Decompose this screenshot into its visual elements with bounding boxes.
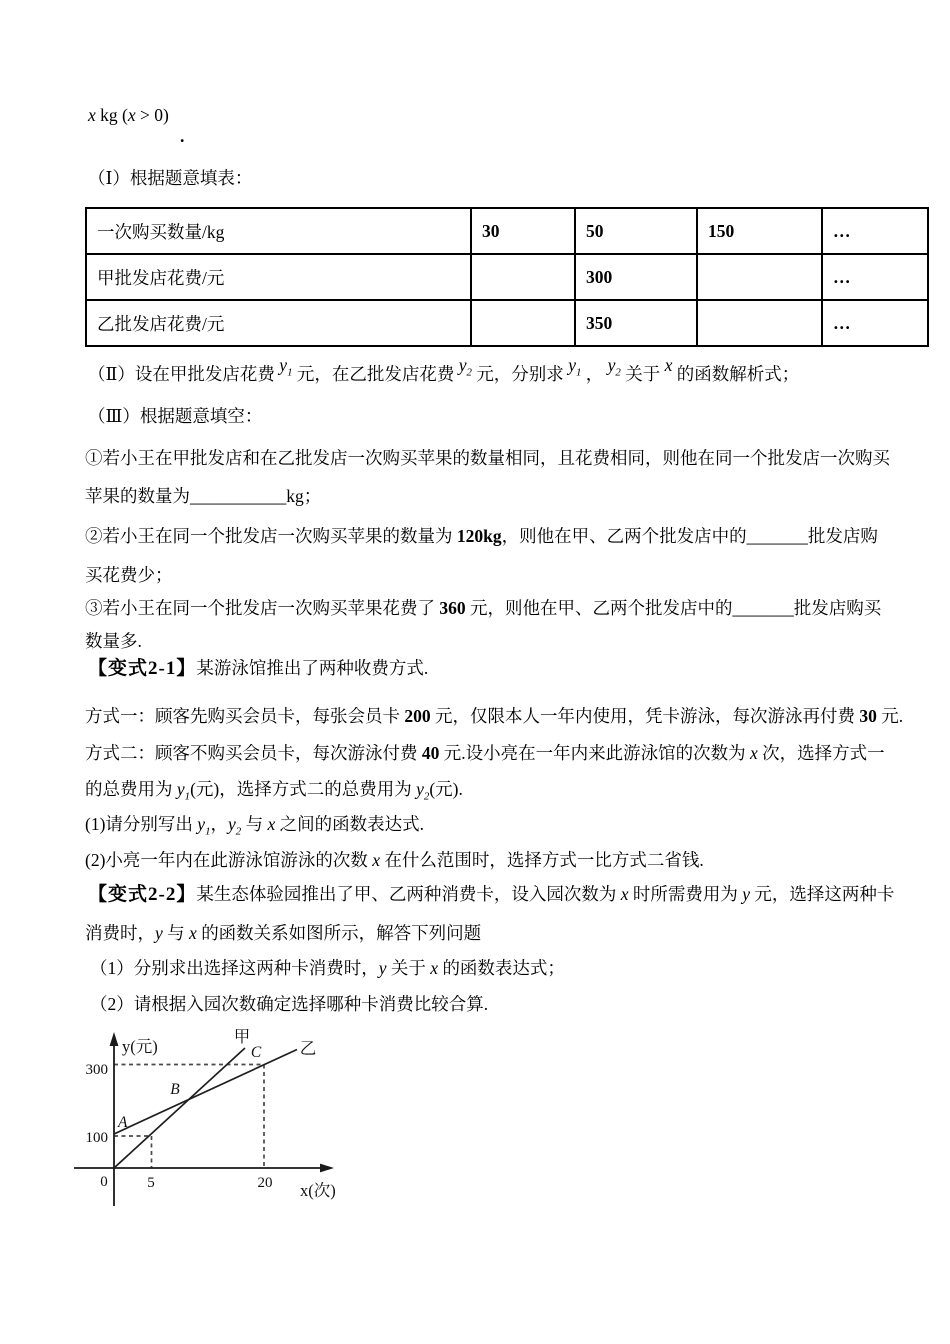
table-row	[86, 254, 928, 300]
variant-2-2-intro-line-1: 某生态体验园推出了甲、乙两种消费卡，设入园次数为 x 时所需费用为 y 元，选择这两种卡	[196, 884, 895, 904]
cell-qty-50: 50	[575, 208, 697, 254]
variant-2-1-question-2: (2)小亮一年内在此游泳馆游泳的次数 x 在什么范围时，选择方式一比方式二省钱.	[85, 850, 704, 870]
trailing-period: .	[180, 126, 185, 146]
line-yi	[114, 1050, 297, 1135]
cell-yi-ellipsis: …	[822, 300, 928, 346]
method-two-continued-line: 的总费用为 $y_1$(元)，选择方式二的总费用为 $y_2$(元).	[85, 779, 463, 803]
row-header-shop-yi: 乙批发店花费/元	[86, 300, 471, 346]
blank-item-2-line-2: 买花费少；	[85, 565, 173, 585]
variant-2-2-question-2: （2）请根据入园次数确定选择哪种卡消费比较合算.	[90, 994, 489, 1014]
blank-item-2-line-1: ②若小王在同一个批发店一次购买苹果的数量为 120kg，则他在甲、乙两个批发店中的_______批发店购	[85, 526, 878, 546]
function-graph-figure	[62, 1024, 362, 1219]
cell-yi-blank-2	[697, 300, 822, 346]
cell-qty-150: 150	[697, 208, 822, 254]
variant-2-1-tag: 【变式2-1】	[88, 658, 197, 679]
blank-item-3-line-2: 数量多.	[85, 631, 142, 651]
variant-2-1-heading	[88, 656, 428, 681]
origin-label: 0	[100, 1174, 108, 1190]
cell-jia-ellipsis: …	[822, 254, 928, 300]
cell-jia-blank-2	[697, 254, 822, 300]
cell-qty-30: 30	[471, 208, 575, 254]
point-label-b: B	[170, 1081, 180, 1098]
y-tick-300: 300	[85, 1062, 108, 1078]
cell-yi-blank-1	[471, 300, 575, 346]
variant-2-2-question-1: （1）分别求出选择这两种卡消费时，y 关于 x 的函数表达式；	[90, 958, 565, 978]
variant-2-2-heading	[88, 882, 894, 907]
blank-item-1-line-2: 苹果的数量为___________kg；	[85, 486, 322, 506]
blank-item-1-line-1: ①若小王在甲批发店和在乙批发店一次购买苹果的数量相同，且花费相同，则他在同一个批发店一次购买	[85, 448, 890, 468]
variant-2-2-tag: 【变式2-2】	[88, 884, 197, 905]
method-two-line: 方式二：顾客不购买会员卡，每次游泳付费 40 元.设小亮在一年内来此游泳馆的次数为 x 次，选择方式一	[85, 743, 885, 763]
x-axis-arrow-icon	[320, 1164, 334, 1173]
table-row	[86, 300, 928, 346]
x-tick-5: 5	[147, 1175, 155, 1191]
line-yi-label: 乙	[299, 1039, 317, 1058]
variant-2-1-question-1: (1)请分别写出 $y_1$，$y_2$ 与 x 之间的函数表达式.	[85, 814, 424, 838]
cell-jia-blank-1	[471, 254, 575, 300]
part3-heading: （Ⅲ）根据题意填空：	[88, 406, 263, 426]
variant-2-2-intro-line-2: 消费时，y 与 x 的函数关系如图所示，解答下列问题	[85, 923, 482, 943]
table-row	[86, 208, 928, 254]
variant-2-1-intro: 某游泳馆推出了两种收费方式.	[196, 658, 429, 678]
cell-jia-300: 300	[575, 254, 697, 300]
line-jia-label: 甲	[233, 1027, 251, 1046]
point-label-a: A	[118, 1114, 128, 1131]
x-axis-label: x(次)	[300, 1181, 336, 1200]
x-tick-20: 20	[257, 1175, 273, 1191]
cell-qty-ellipsis: …	[822, 208, 928, 254]
part1-heading: （Ⅰ）根据题意填表：	[88, 168, 253, 188]
row-header-shop-jia: 甲批发店花费/元	[86, 254, 471, 300]
y-axis-label: y(元)	[122, 1037, 158, 1056]
part2-heading: （Ⅱ）设在甲批发店花费 $y_1$ 元，在乙批发店花费 $y_2$ 元，分别求 $y_1$ ， $y_2$ 关于 x 的函数解析式；	[88, 355, 800, 384]
line-jia	[114, 1048, 245, 1168]
y-tick-100: 100	[85, 1130, 108, 1146]
cell-yi-350: 350	[575, 300, 697, 346]
row-header-quantity: 一次购买数量/kg	[86, 208, 471, 254]
y-axis-arrow-icon	[110, 1032, 119, 1046]
method-one-line: 方式一：顾客先购买会员卡，每张会员卡 200 元，仅限本人一年内使用，凭卡游泳，每次游泳再付费 30 元.	[85, 706, 904, 726]
point-label-c: C	[250, 1044, 262, 1061]
intro-expression: x kg (x > 0)	[88, 105, 169, 125]
blank-item-3-line-1: ③若小王在同一个批发店一次购买苹果花费了 360 元，则他在甲、乙两个批发店中的_______批发店购买	[85, 598, 882, 618]
fill-in-table	[85, 207, 929, 347]
function-graph	[62, 1024, 362, 1214]
